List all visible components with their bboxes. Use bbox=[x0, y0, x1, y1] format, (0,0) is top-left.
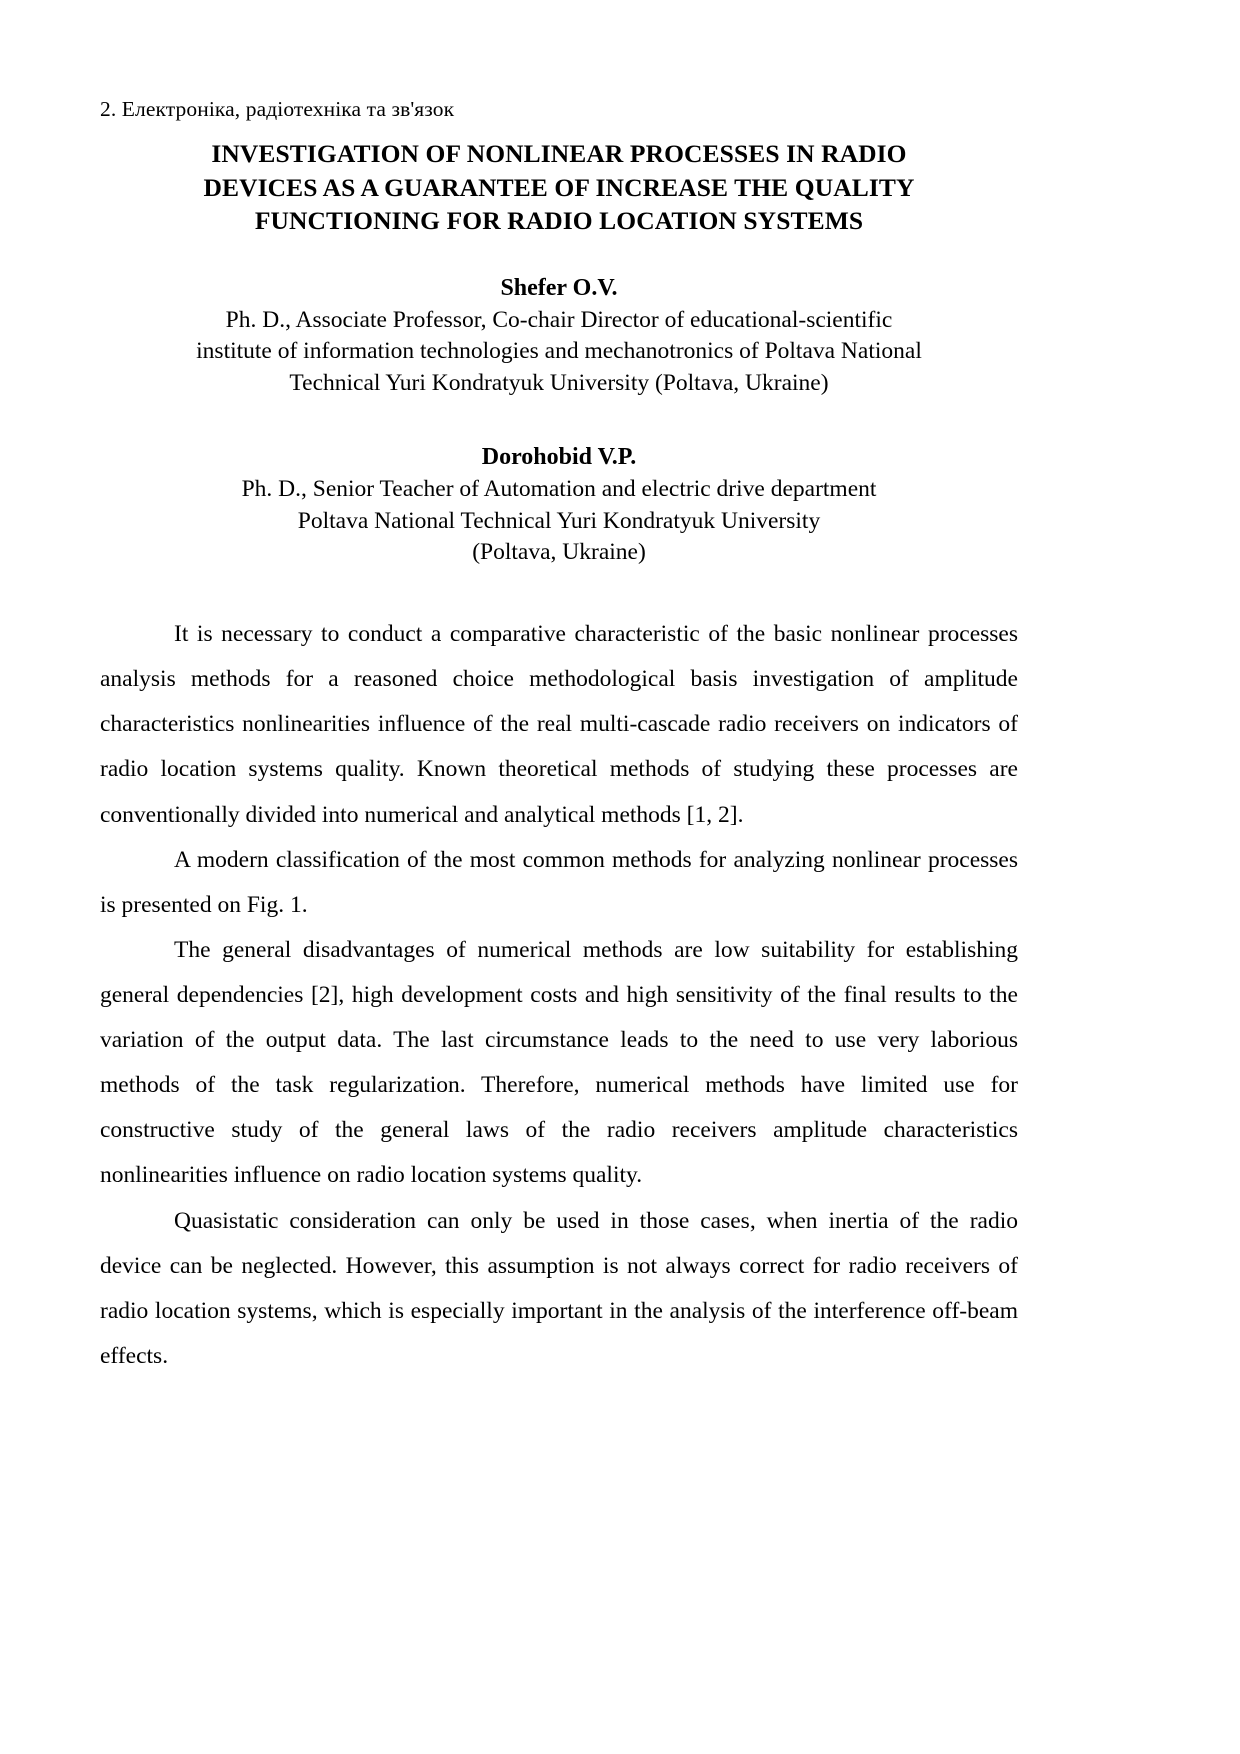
page-title bbox=[100, 137, 1018, 238]
body-paragraph-4: Quasistatic consideration can only be used in those cases, when inertia of the radio device can be neglected. However, this assumption is not always correct for radio receivers of radio location systems, which is especially important in the analysis of the interference off-beam effects. bbox=[100, 1207, 1018, 1369]
author-affiliation-1-line-3: Technical Yuri Kondratyuk University (Poltava, Ukraine) bbox=[289, 369, 829, 396]
author-affiliation-1-line-1: Ph. D., Associate Professor, Co-chair Director of educational-scientific bbox=[225, 307, 893, 334]
author-affiliation-1-line-2: institute of information technologies and mechanotronics of Poltava National bbox=[196, 338, 922, 365]
body-paragraph-2: A modern classification of the most common methods for analyzing nonlinear processes is presented on Fig. 1. bbox=[100, 846, 1018, 918]
author-affiliation-2-line-3: (Poltava, Ukraine) bbox=[472, 538, 646, 565]
page-title-line-1: INVESTIGATION OF NONLINEAR PROCESSES IN RADIO bbox=[211, 138, 907, 168]
author-name-2: Dorohobid V.P. bbox=[481, 443, 637, 470]
author-name-1: Shefer O.V. bbox=[500, 274, 618, 301]
author-affiliation-2-line-2: Poltava National Technical Yuri Kondratyuk University bbox=[297, 507, 821, 534]
page-title-line-3: FUNCTIONING FOR RADIO LOCATION SYSTEMS bbox=[254, 206, 864, 236]
page-content bbox=[100, 96, 1018, 1379]
author-block-2 bbox=[100, 441, 1018, 568]
body-text bbox=[100, 612, 1018, 1379]
body-paragraph-3: The general disadvantages of numerical methods are low suitability for establishing general dependencies [2], high development costs and high sensitivity of the final results to the variation of the output data. The last circumstance leads to the need to use very laborious methods of the task regularization. Therefore, numerical methods have limited use for constructive study of the general laws of the radio receivers amplitude characteristics nonlinearities influence on radio location systems quality. bbox=[100, 936, 1018, 1189]
body-paragraph-1: It is necessary to conduct a comparative characteristic of the basic nonlinear processes analysis methods for a reasoned choice methodological basis investigation of amplitude characteristics nonlinearities influence of the real multi-cascade radio receivers on indicators of radio location systems quality. Known theoretical methods of studying these processes are conventionally divided into numerical and analytical methods [1, 2]. bbox=[100, 621, 1018, 828]
page-title-line-2: DEVICES AS A GUARANTEE OF INCREASE THE QUALITY bbox=[203, 172, 915, 202]
section-running-header: 2. Електроніка, радіотехніка та зв'язок bbox=[100, 97, 455, 121]
author-affiliation-2-line-1: Ph. D., Senior Teacher of Automation and electric drive department bbox=[241, 476, 877, 503]
author-affiliation-2 bbox=[100, 474, 1018, 568]
author-block-1 bbox=[100, 272, 1018, 399]
author-affiliation-1 bbox=[100, 305, 1018, 399]
